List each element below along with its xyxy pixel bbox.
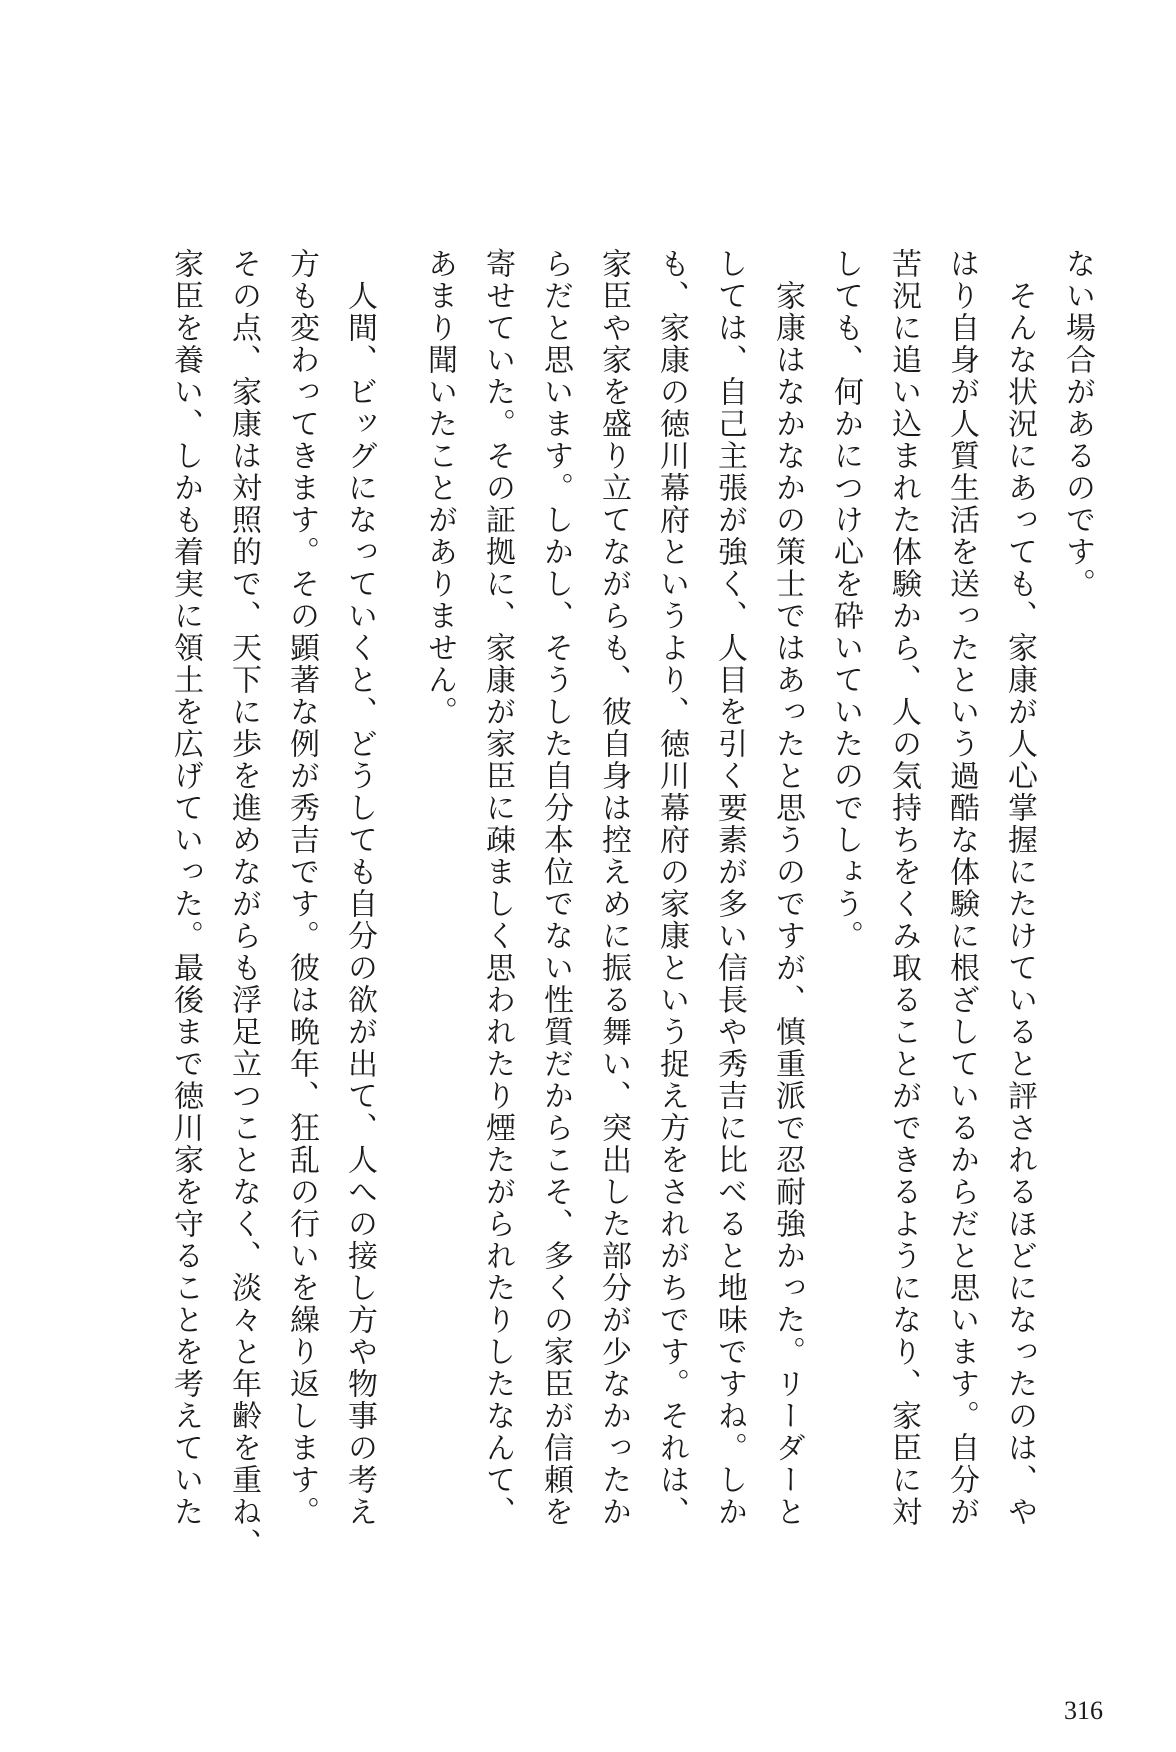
text-line: そんな状況にあっても、家康が人心掌握にたけていると評されるほどになったのは、や <box>1002 280 1037 1528</box>
text-line: 家康はなかなかの策士ではあったと思うのですが、慎重派で忍耐強かった。リーダーと <box>770 280 805 1528</box>
text-line: その点、家康は対照的で、天下に歩を進めながらも浮足立つことなく、淡々と年齢を重ね、 <box>226 248 261 1560</box>
text-line: 寄せていた。その証拠に、家康が家臣に疎ましく思われたり煙たがられたりしたなんて、 <box>480 248 515 1528</box>
vertical-body-text <box>156 248 1106 1560</box>
text-line: 苦況に追い込まれた体験から、人の気持ちをくみ取ることができるようになり、家臣に対 <box>886 248 921 1528</box>
text-line: しても、何かにつけ心を砕いていたのでしょう。 <box>828 248 863 952</box>
text-line: ない場合があるのです。 <box>1060 248 1095 600</box>
text-line: 家臣を養い、しかも着実に領土を広げていった。最後まで徳川家を守ることを考えていた <box>168 248 203 1528</box>
text-line: 方も変わってきます。その顕著な例が秀吉です。彼は晩年、狂乱の行いを繰り返します。 <box>284 248 319 1528</box>
text-line: しては、自己主張が強く、人目を引く要素が多い信長や秀吉に比べると地味ですね。しか <box>712 248 747 1528</box>
text-line: 人間、ビッグになっていくと、どうしても自分の欲が出て、人への接し方や物事の考え <box>342 280 377 1528</box>
text-line: らだと思います。しかし、そうした自分本位でない性質だからこそ、多くの家臣が信頼を <box>538 248 573 1528</box>
page-number: 316 <box>1064 1696 1103 1725</box>
text-line: あまり聞いたことがありません。 <box>422 248 457 728</box>
text-line: も、家康の徳川幕府というより、徳川幕府の家康という捉え方をされがちです。それは、 <box>654 248 689 1528</box>
text-line: はり自身が人質生活を送ったという過酷な体験に根ざしているからだと思います。自分が <box>944 248 979 1528</box>
text-line: 家臣や家を盛り立てながらも、彼自身は控えめに振る舞い、突出した部分が少なかったか <box>596 248 631 1528</box>
